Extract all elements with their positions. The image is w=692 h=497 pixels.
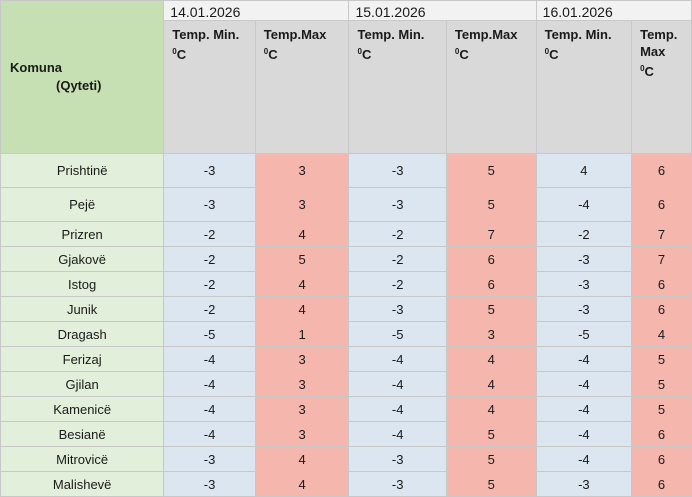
temp-max-cell: 5 xyxy=(446,297,536,322)
temp-min-cell: -3 xyxy=(536,272,631,297)
temp-max-cell: 5 xyxy=(446,422,536,447)
temp-max-cell: 5 xyxy=(255,247,349,272)
celsius-unit: C xyxy=(176,47,187,62)
city-cell: Prizren xyxy=(1,222,164,247)
temp-max-cell: 6 xyxy=(632,472,692,497)
temp-min-cell: -3 xyxy=(536,247,631,272)
city-cell: Malishevë xyxy=(1,472,164,497)
temp-max-cell: 5 xyxy=(446,154,536,188)
table-row xyxy=(1,154,692,188)
temp-max-header xyxy=(632,21,692,154)
temp-min-cell: -3 xyxy=(164,472,255,497)
temp-min-cell: -2 xyxy=(164,222,255,247)
temp-max-cell: 3 xyxy=(255,372,349,397)
temp-max-cell: 4 xyxy=(446,372,536,397)
table-row xyxy=(1,422,692,447)
temp-max-cell: 5 xyxy=(446,188,536,222)
temp-max-cell: 6 xyxy=(446,272,536,297)
temp-min-cell: -4 xyxy=(536,347,631,372)
temp-min-cell: -2 xyxy=(164,297,255,322)
table-row xyxy=(1,397,692,422)
temp-max-cell: 6 xyxy=(446,247,536,272)
temp-max-cell: 4 xyxy=(255,297,349,322)
temp-max-cell: 3 xyxy=(255,397,349,422)
table-row xyxy=(1,372,692,397)
city-cell: Besianë xyxy=(1,422,164,447)
city-cell: Dragash xyxy=(1,322,164,347)
temp-min-cell: -3 xyxy=(164,154,255,188)
temp-min-cell: -5 xyxy=(164,322,255,347)
temp-min-cell: -4 xyxy=(349,397,446,422)
city-cell: Gjilan xyxy=(1,372,164,397)
temp-max-header xyxy=(446,21,536,154)
temp-min-cell: -3 xyxy=(349,472,446,497)
temp-max-cell: 4 xyxy=(255,222,349,247)
komuna-header xyxy=(1,1,164,154)
city-cell: Istog xyxy=(1,272,164,297)
celsius-unit: C xyxy=(361,47,372,62)
degree-mark: 0 xyxy=(544,47,550,56)
degree-mark: 0 xyxy=(640,64,645,73)
temp-max-cell: 6 xyxy=(632,422,692,447)
city-cell: Mitrovicë xyxy=(1,447,164,472)
temp-max-cell: 1 xyxy=(255,322,349,347)
table-row xyxy=(1,222,692,247)
degree-mark: 0 xyxy=(454,47,460,56)
temp-min-cell: -4 xyxy=(536,422,631,447)
city-cell: Kamenicë xyxy=(1,397,164,422)
temp-min-cell: -2 xyxy=(349,222,446,247)
date-header-3: 16.01.2026 xyxy=(536,1,691,21)
celsius-unit: C xyxy=(268,47,278,62)
temp-min-label: Temp. Min. xyxy=(544,27,612,42)
temp-min-cell: -4 xyxy=(349,347,446,372)
temp-max-label: Max xyxy=(640,44,666,59)
table-row xyxy=(1,472,692,497)
temp-max-cell: 3 xyxy=(446,322,536,347)
degree-mark: 0 xyxy=(357,47,362,56)
temp-min-cell: -3 xyxy=(349,154,446,188)
komuna-label: Komuna xyxy=(10,60,62,75)
temp-max-header xyxy=(255,21,349,154)
temp-max-cell: 4 xyxy=(255,472,349,497)
temp-min-cell: -2 xyxy=(349,247,446,272)
temp-min-cell: -4 xyxy=(164,347,255,372)
temp-max-cell: 5 xyxy=(632,347,692,372)
temp-min-cell: -4 xyxy=(349,372,446,397)
temp-min-cell: -5 xyxy=(536,322,631,347)
temp-max-cell: 4 xyxy=(632,322,692,347)
table-row xyxy=(1,447,692,472)
temp-max-cell: 4 xyxy=(446,347,536,372)
temp-min-header xyxy=(164,21,255,154)
temp-min-cell: -3 xyxy=(349,188,446,222)
table-row xyxy=(1,188,692,222)
city-cell: Gjakovë xyxy=(1,247,164,272)
degree-mark: 0 xyxy=(172,47,177,56)
temp-max-cell: 7 xyxy=(632,222,692,247)
temp-max-cell: 3 xyxy=(255,347,349,372)
city-cell: Ferizaj xyxy=(1,347,164,372)
temp-max-cell: 4 xyxy=(255,447,349,472)
temp-min-cell: -2 xyxy=(349,272,446,297)
temp-max-cell: 5 xyxy=(632,372,692,397)
temp-max-cell: 6 xyxy=(632,272,692,297)
city-cell: Junik xyxy=(1,297,164,322)
qyteti-label: (Qyteti) xyxy=(56,78,102,93)
temp-min-cell: -3 xyxy=(536,472,631,497)
temp-min-label: Temp. Min. xyxy=(357,27,425,42)
temp-min-header xyxy=(536,21,631,154)
celsius-unit: C xyxy=(644,64,654,79)
temp-max-cell: 5 xyxy=(446,447,536,472)
temp-max-cell: 5 xyxy=(632,397,692,422)
temp-max-label: Temp.Max xyxy=(454,27,518,42)
table-row xyxy=(1,347,692,372)
temp-max-cell: 3 xyxy=(255,154,349,188)
temp-min-cell: -4 xyxy=(164,422,255,447)
temp-min-cell: -3 xyxy=(164,188,255,222)
temp-min-label: Temp. Min. xyxy=(172,27,240,42)
temp-min-cell: -4 xyxy=(349,422,446,447)
temp-min-cell: -3 xyxy=(349,447,446,472)
city-cell: Pejë xyxy=(1,188,164,222)
temp-min-cell: -4 xyxy=(536,188,631,222)
temp-max-cell: 6 xyxy=(632,447,692,472)
temp-max-cell: 3 xyxy=(255,422,349,447)
temp-min-cell: -4 xyxy=(536,372,631,397)
degree-mark: 0 xyxy=(263,47,269,56)
temp-max-cell: 6 xyxy=(632,297,692,322)
temp-max-cell: 4 xyxy=(446,397,536,422)
date-header-1: 14.01.2026 xyxy=(164,1,349,21)
temp-min-cell: -2 xyxy=(164,247,255,272)
table-row xyxy=(1,322,692,347)
temp-max-cell: 4 xyxy=(255,272,349,297)
temp-min-cell: -4 xyxy=(536,447,631,472)
temp-min-cell: -3 xyxy=(164,447,255,472)
temp-min-cell: -4 xyxy=(536,397,631,422)
table-row xyxy=(1,272,692,297)
temp-max-cell: 6 xyxy=(632,188,692,222)
table-row xyxy=(1,297,692,322)
temp-max-cell: 5 xyxy=(446,472,536,497)
temp-max-cell: 7 xyxy=(446,222,536,247)
temp-max-cell: 3 xyxy=(255,188,349,222)
temp-min-cell: -4 xyxy=(164,372,255,397)
temp-min-cell: -3 xyxy=(349,297,446,322)
temp-min-cell: -2 xyxy=(164,272,255,297)
table-row xyxy=(1,247,692,272)
temp-min-cell: -2 xyxy=(536,222,631,247)
temp-min-cell: 4 xyxy=(536,154,631,188)
celsius-unit: C xyxy=(459,47,469,62)
city-cell: Prishtinë xyxy=(1,154,164,188)
temp-max-cell: 6 xyxy=(632,154,692,188)
temp-max-label: Temp.Max xyxy=(263,27,327,42)
temp-min-header xyxy=(349,21,446,154)
celsius-unit: C xyxy=(549,47,559,62)
date-header-2: 15.01.2026 xyxy=(349,1,536,21)
temp-min-cell: -3 xyxy=(536,297,631,322)
temp-max-cell: 7 xyxy=(632,247,692,272)
temp-min-cell: -5 xyxy=(349,322,446,347)
temp-min-cell: -4 xyxy=(164,397,255,422)
temp-max-label: Temp. xyxy=(640,27,678,42)
